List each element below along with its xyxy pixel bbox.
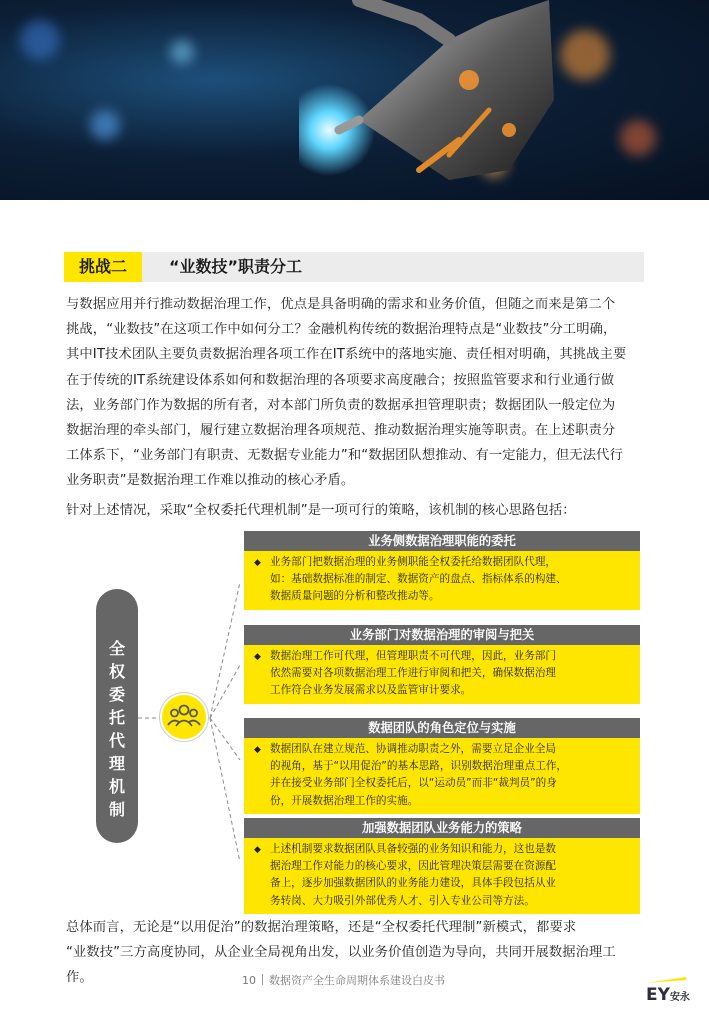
mechanism-pill <box>96 589 138 843</box>
diamond-bullet-icon: ◆ <box>254 745 261 755</box>
paragraph-line: 工体系下，“业务部门有职责、无数据专业能力”和“数据团队想推动、有一定能力，但无法代行 <box>66 448 623 464</box>
footer-divider <box>262 974 263 985</box>
mechanism-label: 全 权 委 托 代 理 机 制 <box>108 639 125 819</box>
paragraph-line: 总体而言，无论是“以用促治”的数据治理策略，还是“全权委托代理制”新模式，都要求 <box>66 920 577 935</box>
lead-in-paragraph: 针对上述情况，采取“全权委托代理机制”是一项可行的策略，该机制的核心思路包括： <box>66 503 576 518</box>
strategy-box-title: 加强数据团队业务能力的策略 <box>244 818 640 838</box>
paragraph-line: 其中IT技术团队主要负责数据治理各项工作在IT系统中的落地实施、责任相对明确，其挑战主要 <box>66 347 627 363</box>
strategy-box-body: ◆ 上述机制要求数据团队具备较强的业务知识和能力，这也是数 据治理工作对能力的核心要求，因此管理决策层需要在资源配 备上，逐步加强数据团队的业务能力建设，具体手段包括从业 务转岗、大力吸引外部优秀人才、引入专业公司等方法。 <box>244 838 640 914</box>
strategy-box-4 <box>244 818 640 914</box>
strategy-box-body: ◆ 业务部门把数据治理的业务侧职能全权委托给数据团队代理， 如：基础数据标准的制定、数据资产的盘点、指标体系的构建、 数据质量问题的分析和整改推动等。 <box>244 551 640 610</box>
document-title: 数据资产全生命周期体系建设白皮书 <box>269 974 445 987</box>
diamond-bullet-icon: ◆ <box>254 845 261 855</box>
ey-logo-beam-icon <box>646 977 686 983</box>
paragraph-line: 挑战，“业数技”在这项工作中如何分工？金融机构传统的数据治理特点是“业数技”分工明确， <box>66 322 617 338</box>
strategy-box-title: 业务部门对数据治理的审阅与把关 <box>244 625 640 645</box>
strategy-box-title: 业务侧数据治理职能的委托 <box>244 531 640 551</box>
paragraph-line: 作。 <box>66 970 93 986</box>
strategy-box-1 <box>244 531 640 610</box>
diamond-bullet-icon: ◆ <box>254 652 261 662</box>
paragraph-line: 在于传统的IT系统建设体系如何和数据治理的各项要求高度融合；按照监管要求和行业通行做 <box>66 372 615 388</box>
ey-logo: EY安永 <box>646 985 690 1005</box>
paragraph-line: 业务职责”是数据治理工作难以推动的核心矛盾。 <box>66 473 355 489</box>
paragraph-line: 数据治理的牵头部门，履行建立数据治理各项规范、推动数据治理实施等职责。在上述职责分 <box>66 423 616 439</box>
paragraph-line: 法，业务部门作为数据的所有者，对本部门所负责的数据承担管理职责；数据团队一般定位为 <box>66 397 616 413</box>
strategy-box-body: ◆ 数据治理工作可代理，但管理职责不可代理，因此，业务部门 依然需要对各项数据治理工作进行审阅和把关，确保数据治理 工作符合业务发展需求以及监管审计要求。 <box>244 645 640 704</box>
strategy-box-title: 数据团队的角色定位与实施 <box>244 718 640 738</box>
strategy-box-body: ◆ 数据团队在建立规范、协调推动职责之外，需要立足企业全局 的视角，基于“以用促治”的基本思路，识别数据治理重点工作， 并在接受业务部门全权委托后，以“运动员”而非“裁判员”的身 份，开展数据治理工作的实施。 <box>244 738 640 814</box>
strategy-box-2 <box>244 625 640 704</box>
page-number: 10 <box>242 974 256 987</box>
people-group-icon <box>160 693 208 741</box>
section-title: “业数技”职责分工 <box>169 257 303 276</box>
paragraph-line: “业数技”三方高度协同，从企业全局视角出发，以业务价值创造为导向，共同开展数据治理工 <box>66 945 616 961</box>
paragraph-line: 与数据应用并行推动数据治理工作，优点是具备明确的需求和业务价值，但随之而来是第二个 <box>66 297 616 312</box>
diamond-bullet-icon: ◆ <box>254 558 261 568</box>
page-footer <box>242 972 445 988</box>
strategy-box-3 <box>244 718 640 814</box>
section-tag: 挑战二 <box>64 252 142 282</box>
